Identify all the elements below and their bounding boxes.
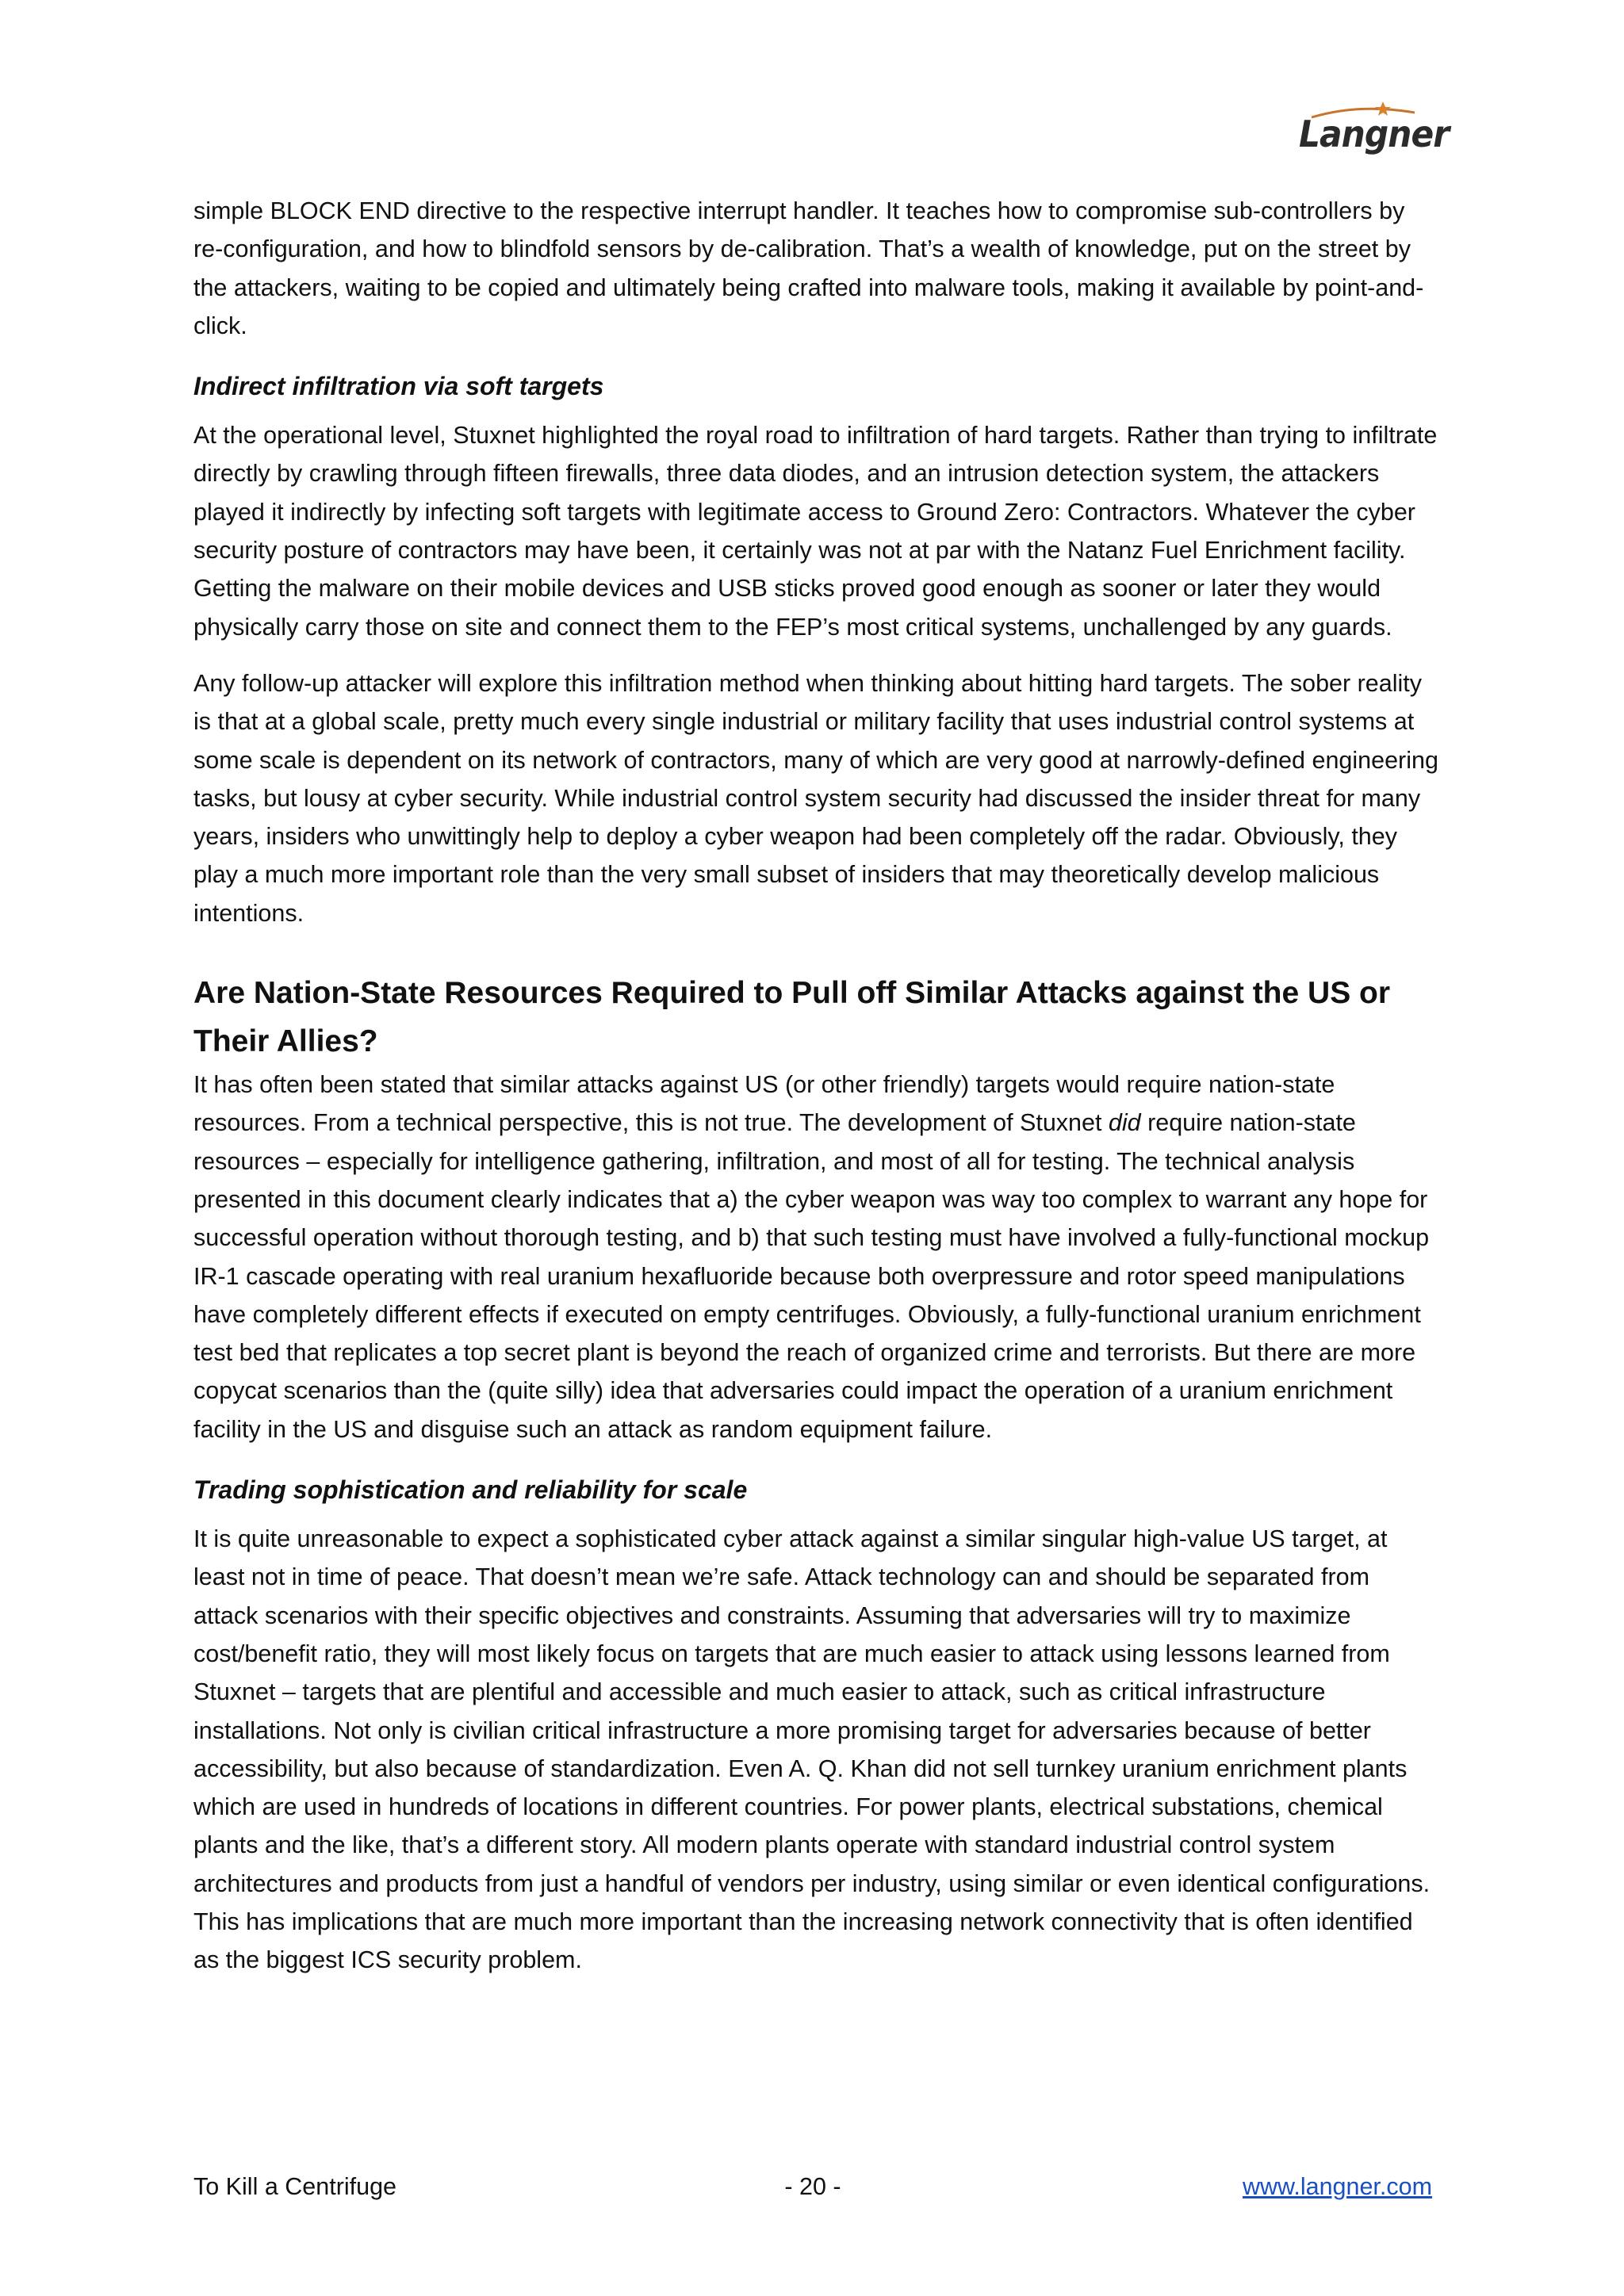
footer-website-link[interactable]: www.langner.com (1242, 2173, 1432, 2200)
nation-state-emphasis: did (1108, 1109, 1141, 1137)
heading-nation-state: Are Nation-State Resources Required to Pull off Similar Attacks against the US or Their Allies? (193, 976, 1391, 1059)
paragraph-indirect-2: Any follow-up attacker will explore this infiltration method when thinking about hitting hard targets. The sober reality is that at a global scale, pretty much every single industrial or military facility that uses industrial control systems at some scale is dependent on its network of contractors, many of which are very good at narrowly-defined engineering tasks, but lousy at cyber security. While industrial control system security had discussed the insider threat for many years, insiders who unwittingly help to deploy a cyber weapon had been completely off the radar. Obviously, they play a much more important role than the very small subset of insiders that may theoretically develop malicious intentions. (193, 669, 1438, 927)
langner-logo (1296, 98, 1450, 155)
footer-page-number: - 20 - (784, 2173, 841, 2200)
paragraph-indirect-1: At the operational level, Stuxnet highlighted the royal road to infiltration of hard targets. Rather than trying to infiltrate directly by crawling through fifteen firewalls, three data diodes, and an intrusion detection system, the attackers played it indirectly by infecting soft targets with legitimate access to Ground Zero: Contractors. Whatever the cyber security posture of contractors may have been, it certainly was not at par with the Natanz Fuel Enrichment facility. Getting the malware on their mobile devices and USB sticks proved good enough as sooner or later they would physically carry those on site and connect them to the FEP’s most critical systems, unchallenged by any guards. (193, 422, 1438, 641)
logo-text: Langner (1299, 113, 1450, 155)
nation-state-text-b: require nation-state resources – especially for intelligence gathering, infiltration, and most of all for testing. The technical analysis presented in this document clearly indicates that a) the cyber weapon was way too complex to warrant any hope for successful operation without thorough testing, and b) that such testing must have involved a fully-functional mockup IR-1 cascade operating with real uranium hexafluoride because both overpressure and rotor speed manipulations have completely different effects if executed on empty centrifuges. Obviously, a fully-functional uranium enrichment test bed that replicates a top secret plant is beyond the reach of organized crime and terrorists. But there are more copycat scenarios than the (quite silly) idea that adversaries could impact the operation of a uranium enrichment facility in the US and disguise such an attack as random equipment failure. (193, 1109, 1430, 1443)
nation-state-text-a: It has often been stated that similar attacks against US (or other friendly) targets would require nation-state resources. From a technical perspective, this is not true. The development of Stuxnet (193, 1071, 1335, 1137)
paragraph-nation-state (193, 1066, 1438, 1448)
footer-document-title: To Kill a Centrifuge (193, 2173, 396, 2200)
paragraph-intro: simple BLOCK END directive to the respective interrupt handler. It teaches how to compromise sub-controllers by re-configuration, and how to blindfold sensors by de-calibration. That’s a wealth of knowledge, put on the street by the attackers, waiting to be copied and ultimately being crafted into malware tools, making it available by point-and-click. (193, 197, 1424, 339)
page-footer (193, 2168, 1432, 2206)
heading-indirect-infiltration: Indirect infiltration via soft targets (193, 372, 604, 401)
body-text (193, 192, 1438, 1980)
paragraph-trading: It is quite unreasonable to expect a sophisticated cyber attack against a similar singular high-value US target, at least not in time of peace. That doesn’t mean we’re safe. Attack technology can and should be separated from attack scenarios with their specific objectives and constraints. Assuming that adversaries will try to maximize cost/benefit ratio, they will most likely focus on targets that are much easier to attack using lessons learned from Stuxnet – targets that are plentiful and accessible and much easier to attack, such as critical infrastructure installations. Not only is civilian critical infrastructure a more promising target for adversaries because of better accessibility, but also because of standardization. Even A. Q. Khan did not sell turnkey uranium enrichment plants which are used in hundreds of locations in different countries. For power plants, electrical substations, chemical plants and the like, that’s a different story. All modern plants operate with standard industrial control system architectures and products from just a handful of vendors per industry, using similar or even identical configurations. This has implications that are much more important than the increasing network connectivity that is often identified as the biggest ICS security problem. (193, 1525, 1431, 1974)
heading-trading-sophistication: Trading sophistication and reliability for scale (193, 1475, 748, 1505)
